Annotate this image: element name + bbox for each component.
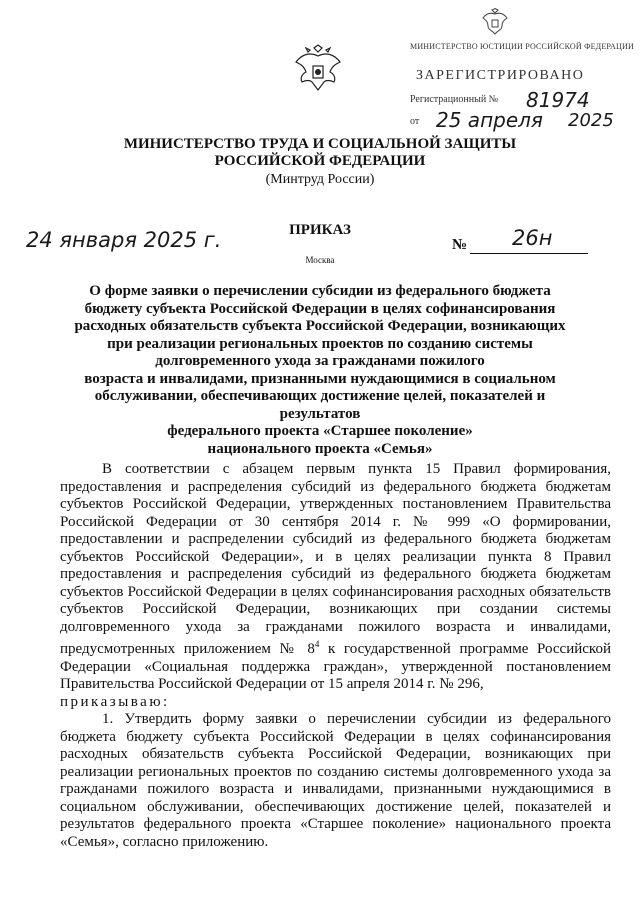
order-title: ПРИКАЗ <box>289 222 351 238</box>
preamble-text: В соответствии с абзацем первым пункта 15 Правил формирования, предоставления и распределения субсидий из федерального бюджета бюджетам субъектов Российской Федерации, утвержденных постановлением Правительства Российской Федерации от 30 сентября 2014 г. № 999 «О формировании, предоставлении и распределении субсидий из федерального бюджета бюджетам субъектов Российской Федерации», и в целях реализации пункта 8 Правил предоставления и распределения субсидий из федерального бюджета бюджетам субъектов Российской Федерации в целях софинансирования расходных обязательств субъектов Российской Федерации, возникающих при создании системы долговременного ухода за гражданами пожилого возраста и инвалидами, предусмотренных приложением № 8 <box>60 461 611 657</box>
coat-of-arms-icon <box>292 44 344 96</box>
heading-line: федерального проекта «Старшее поколение» <box>167 423 473 439</box>
order-number: 26н <box>512 226 553 250</box>
preamble-text-continued: к государственной программе Российской Федерации «Социальная поддержка граждан», утвержденной постановлением Правительства Российской Федерации от 15 апреля 2014 г. № 296, <box>60 641 611 692</box>
document-body <box>60 461 611 851</box>
heading-line: расходных обязательств субъекта Российской Федерации, возникающих <box>74 318 566 334</box>
stamp-authority: МИНИСТЕРСТВО ЮСТИЦИИ РОССИЙСКОЙ ФЕДЕРАЦИИ <box>410 42 634 51</box>
document-heading <box>54 283 586 458</box>
heading-line: возраста и инвалидами, признанными нуждающимися в социальном <box>84 370 556 387</box>
heading-line: при реализации региональных проектов по созданию системы <box>107 335 533 352</box>
heading-line: бюджету субъекта Российской Федерации в целях софинансирования <box>84 300 556 317</box>
ministry-name-line1: МИНИСТЕРСТВО ТРУДА И СОЦИАЛЬНОЙ ЗАЩИТЫ <box>123 136 517 152</box>
paragraph-preamble <box>60 461 611 711</box>
stamp-reg-date: 25 апреля <box>436 108 543 132</box>
order-date: 24 января 2025 г. <box>26 228 222 252</box>
registration-stamp <box>402 8 632 134</box>
ministry-short-name: (Минтруд России) <box>265 172 375 187</box>
order-city: Москва <box>305 255 335 265</box>
stamp-coat-of-arms-icon <box>480 8 510 38</box>
heading-line: обслуживании, обеспечивающих достижение целей, показателей и результатов <box>94 388 546 422</box>
stamp-reg-number-label: Регистрационный № <box>410 94 499 105</box>
order-number-sign: № <box>452 237 468 253</box>
stamp-reg-year: 2025 <box>568 110 614 131</box>
ministry-name-line2: РОССИЙСКОЙ ФЕДЕРАЦИИ <box>214 153 426 169</box>
ministry-name <box>0 136 640 170</box>
stamp-reg-number: 81974 <box>526 88 590 112</box>
stamp-reg-date-prefix: от <box>410 116 420 127</box>
appendix-superscript: 4 <box>314 639 320 649</box>
order-number-underline <box>470 253 588 254</box>
order-verb: приказываю: <box>60 693 170 710</box>
heading-line: национального проекта «Семья» <box>207 440 433 457</box>
stamp-status: ЗАРЕГИСТРИРОВАНО <box>416 68 585 83</box>
heading-line: долговременного ухода за гражданами пожилого <box>155 353 485 369</box>
paragraph-item-1: 1. Утвердить форму заявки о перечислении субсидии из федерального бюджета бюджету субъекта Российской Федерации в целях софинансирования расходных обязательств субъекта Российской Федерации, возникающих при реализации региональных проектов по созданию системы долговременного ухода за гражданами пожилого возраста и инвалидами, признанными нуждающимися в социальном обслуживании, обеспечивающих достижение целей, показателей и результатов федерального проекта «Старшее поколение» национального проекта «Семья», согласно приложению. <box>60 711 611 850</box>
heading-line: О форме заявки о перечислении субсидии из федерального бюджета <box>89 283 551 299</box>
